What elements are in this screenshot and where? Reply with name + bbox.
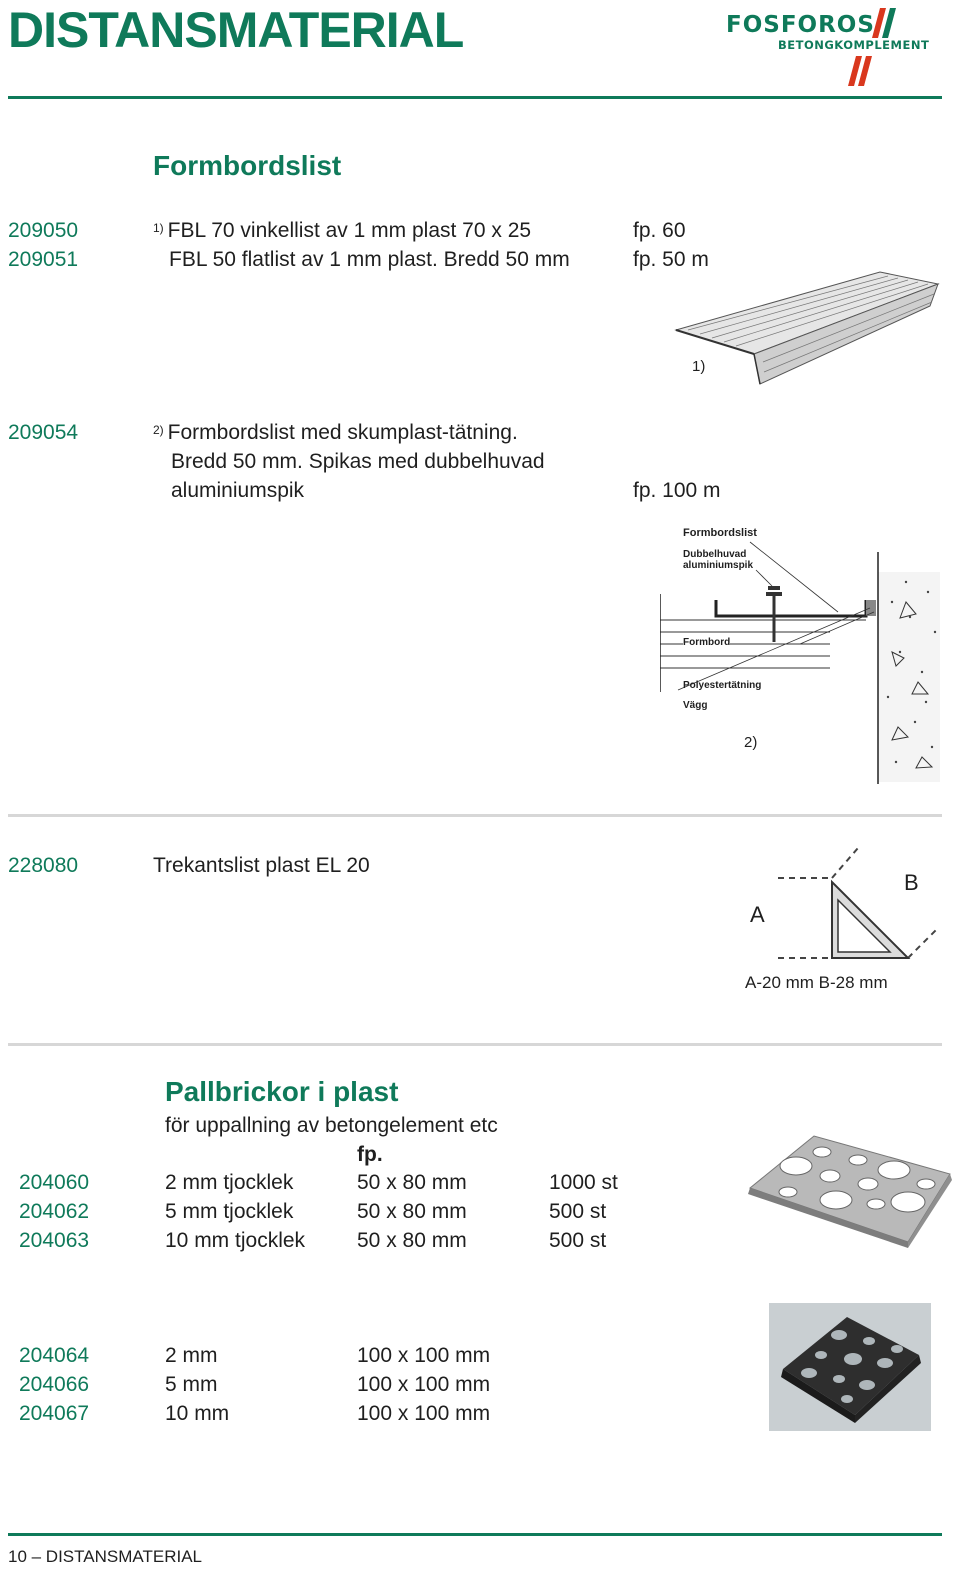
thickness: 5 mm tjocklek [165, 1200, 294, 1223]
thickness: 2 mm tjocklek [165, 1171, 294, 1194]
product-code: 204067 [19, 1402, 90, 1425]
section-subheading: för uppallning av betongelement etc [165, 1114, 498, 1137]
quantity: 500 st [549, 1200, 607, 1223]
diagram-label-spik: aluminiumspik [683, 560, 754, 571]
size: 100 x 100 mm [357, 1344, 491, 1367]
logo-name: FOSFOROS [726, 12, 875, 38]
size: 50 x 80 mm [357, 1171, 467, 1194]
product-description: Trekantslist plast EL 20 [153, 854, 370, 877]
diagram-label-formbord: Formbord [683, 637, 731, 648]
size: 50 x 80 mm [357, 1200, 467, 1223]
product-code: 204062 [19, 1200, 90, 1223]
logo-slash-icon [846, 56, 876, 88]
triangle-strip-diagram [742, 842, 942, 972]
size: 100 x 100 mm [357, 1402, 491, 1425]
section-divider [8, 1043, 942, 1046]
product-description [153, 418, 518, 447]
figure-label: 1) [692, 358, 706, 375]
diagram-label-vagg: Vägg [683, 700, 708, 711]
fosforos-logo [724, 6, 948, 86]
thickness: 10 mm tjocklek [165, 1229, 306, 1252]
product-code: 228080 [8, 854, 79, 877]
description-text: Formbordslist med skumplast-tätning. [167, 421, 518, 444]
pack-header: fp. [357, 1143, 383, 1166]
quantity: 1000 st [549, 1171, 618, 1194]
product-code: 209054 [8, 421, 79, 444]
pack-size: fp. 50 m [633, 248, 709, 271]
product-description [153, 216, 531, 245]
size: 50 x 80 mm [357, 1229, 467, 1252]
description-text: FBL 70 vinkellist av 1 mm plast 70 x 25 [167, 219, 532, 242]
product-code: 204066 [19, 1373, 90, 1396]
product-description-line: Bredd 50 mm. Spikas med dubbelhuvad [171, 450, 545, 473]
diagram-label-formbordslist: Formbordslist [683, 527, 757, 539]
triangle-strip-drawing [742, 842, 942, 972]
black-spacer-plate-image [769, 1303, 931, 1431]
diagram-label-a: A [750, 902, 765, 927]
product-code: 209051 [8, 248, 79, 271]
product-code: 204060 [19, 1171, 90, 1194]
thickness: 2 mm [165, 1344, 218, 1367]
product-code: 204064 [19, 1344, 90, 1367]
grey-spacer-plate-image [744, 1130, 954, 1248]
size: 100 x 100 mm [357, 1373, 491, 1396]
logo-slash-icon [870, 8, 900, 40]
section-divider [8, 814, 942, 817]
footer-divider [8, 1533, 942, 1536]
footnote-marker: 1) [153, 221, 164, 235]
header-divider [8, 96, 942, 99]
figure-label: 2) [744, 734, 758, 751]
product-description: FBL 50 flatlist av 1 mm plast. Bredd 50 mm [169, 248, 570, 271]
footnote-marker: 2) [153, 423, 164, 437]
page-title: DISTANSMATERIAL [8, 2, 464, 58]
dimension-note: A-20 mm B-28 mm [745, 973, 888, 992]
thickness: 5 mm [165, 1373, 218, 1396]
pack-size: fp. 100 m [633, 479, 721, 502]
pack-size: fp. 60 [633, 219, 686, 242]
angle-strip-illustration [668, 262, 944, 388]
logo-tagline: BETONGKOMPLEMENT [778, 38, 930, 52]
diagram-label-spik: Dubbelhuvad [683, 549, 747, 560]
product-code: 204063 [19, 1229, 90, 1252]
thickness: 10 mm [165, 1402, 230, 1425]
product-description-line: aluminiumspik [171, 479, 305, 502]
quantity: 500 st [549, 1229, 607, 1252]
footer-text: 10 – DISTANSMATERIAL [8, 1547, 202, 1566]
section-heading-pallbrickor: Pallbrickor i plast [165, 1076, 399, 1107]
cross-section-diagram [660, 522, 942, 784]
diagram-label-tatning: Polyestertätning [683, 680, 762, 691]
section-heading-formbordslist: Formbordslist [153, 150, 342, 181]
product-code: 209050 [8, 219, 79, 242]
diagram-label-b: B [904, 870, 919, 895]
